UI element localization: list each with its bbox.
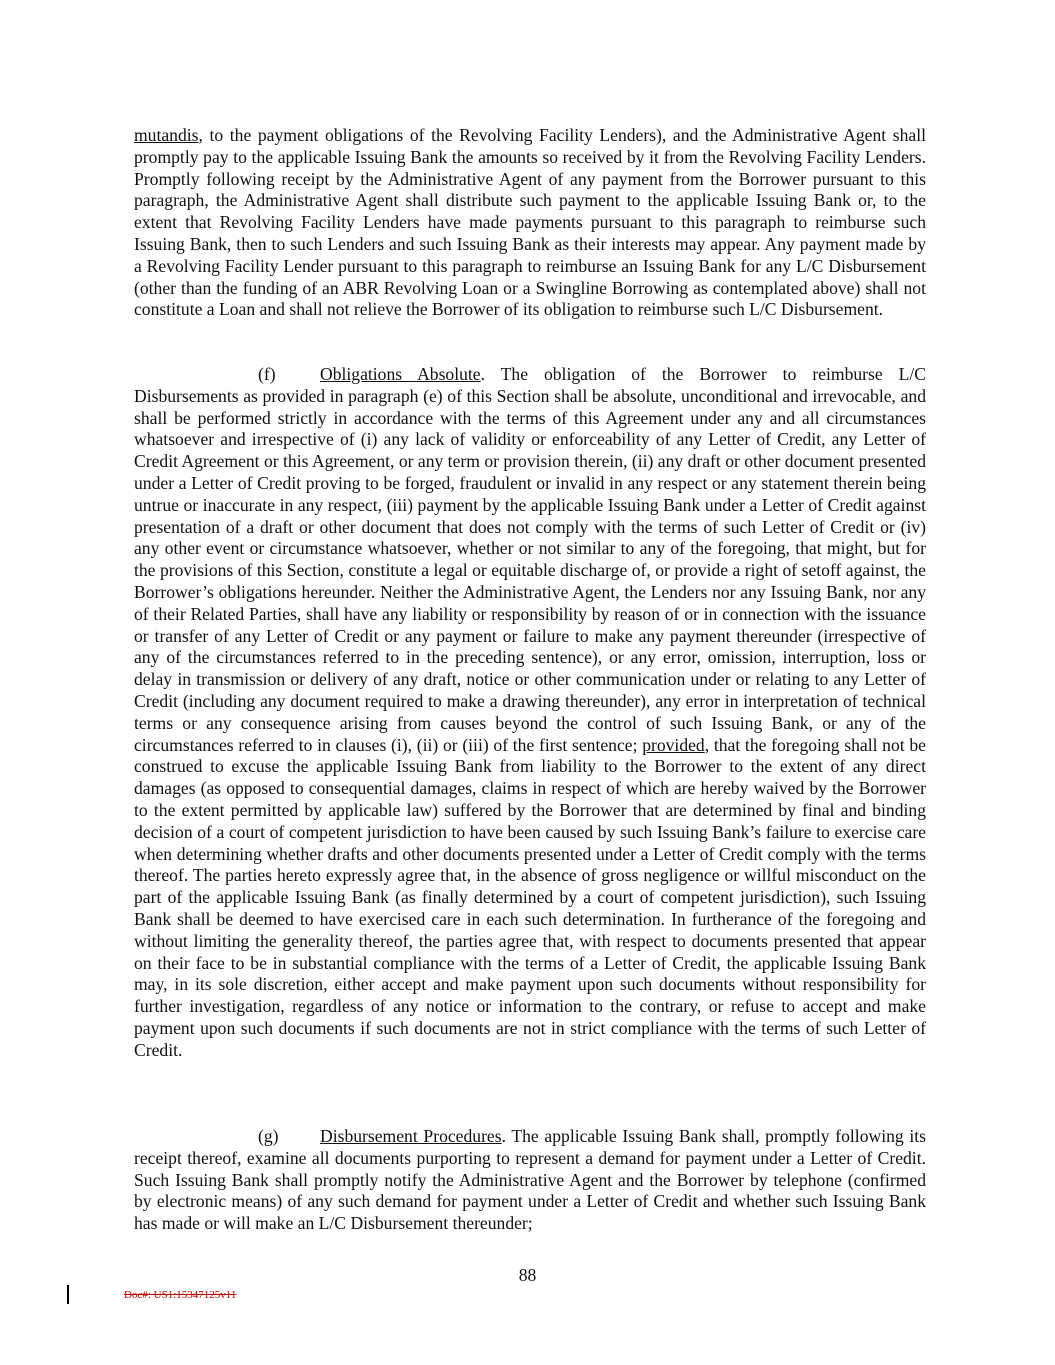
section-heading: Obligations Absolute <box>320 364 481 384</box>
paragraph-number: (f) <box>258 364 276 384</box>
latin-term: mutandis <box>134 125 199 145</box>
paragraph-continuation <box>134 125 926 321</box>
paragraph-text: . The obligation of the Borrower to reimburse L/C Disbursements as provided in paragraph (e) of this Section shall be absolute, unconditional and irrevocable, and shall be performed strictly in accordance with the terms of this Agreement under any and all circumstances whatsoever and irrespective of (i) any lack of validity or enforceability of any Letter of Credit, any Letter of Credit Agreement or this Agreement, or any term or provision therein, (ii) any draft or other document presented under a Letter of Credit proving to be forged, fraudulent or invalid in any respect or any statement therein being untrue or inaccurate in any respect, (iii) payment by the applicable Issuing Bank under a Letter of Credit against presentation of a draft or other document that does not comply with the terms of such Letter of Credit or (iv) any other event or circumstance whatsoever, whether or not similar to any of the foregoing, that might, but for the provisions of this Section, constitute a legal or equitable discharge of, or provide a right of setoff against, the Borrower’s obligations hereunder. Neither the Administrative Agent, the Lenders nor any Issuing Bank, nor any of their Related Parties, shall have any liability or responsibility by reason of or in connection with the issuance or transfer of any Letter of Credit or any payment or failure to make any payment thereunder (irrespective of any of the circumstances referred to in the preceding sentence), or any error, omission, interruption, loss or delay in transmission or delivery of any draft, notice or other communication under or relating to any Letter of Credit (including any document required to make a drawing thereunder), any error in interpretation of technical terms or any consequence arising from causes beyond the control of such Issuing Bank, or any of the circumstances referred to in clauses (i), (ii) or (iii) of the first sentence; <box>134 364 926 755</box>
revision-change-bar <box>67 1285 69 1304</box>
paragraph-g <box>134 1126 926 1235</box>
paragraph-number: (g) <box>258 1126 279 1146</box>
section-heading: Disbursement Procedures <box>320 1126 502 1146</box>
proviso-term: provided <box>642 734 705 755</box>
document-id: Doc#: US1:15347125v11 <box>124 1289 237 1301</box>
paragraph-text: , to the payment obligations of the Revolving Facility Lenders), and the Administrative Agent shall promptly pay to the applicable Issuing Bank the amounts so received by it from the Revolving Facility Lenders. Promptly following receipt by the Administrative Agent of any payment from the Borrower pursuant to this paragraph, the Administrative Agent shall distribute such payment to the applicable Issuing Bank or, to the extent that Revolving Facility Lenders have made payments pursuant to this paragraph to reimburse such Issuing Bank, then to such Lenders and such Issuing Bank as their interests may appear. Any payment made by a Revolving Facility Lender pursuant to this paragraph to reimburse an Issuing Bank for any L/C Disbursement (other than the funding of an ABR Revolving Loan or a Swingline Borrowing as contemplated above) shall not constitute a Loan and shall not relieve the Borrower of its obligation to reimburse such L/C Disbursement. <box>134 125 926 320</box>
paragraph-text: , that the foregoing shall not be construed to excuse the applicable Issuing Bank from liability to the Borrower to the extent of any direct damages (as opposed to consequential damages, claims in respect of which are hereby waived by the Borrower to the extent permitted by applicable law) suffered by the Borrower that are determined by final and binding decision of a court of competent jurisdiction to have been caused by such Issuing Bank’s failure to exercise care when determining whether drafts and other documents presented under a Letter of Credit comply with the terms thereof. The parties hereto expressly agree that, in the absence of gross negligence or willful misconduct on the part of the applicable Issuing Bank (as finally determined by a court of competent jurisdiction), such Issuing Bank shall be deemed to have exercised care in each such determination. In furtherance of the foregoing and without limiting the generality thereof, the parties agree that, with respect to documents presented that appear on their face to be in substantial compliance with the terms of a Letter of Credit, the applicable Issuing Bank may, in its sole discretion, either accept and make payment upon such documents without responsibility for further investigation, regardless of any notice or information to the contrary, or refuse to accept and make payment upon such documents if such documents are not in strict compliance with the terms of such Letter of Credit. <box>134 734 926 1060</box>
paragraph-text: . The applicable Issuing Bank shall, promptly following its receipt thereof, examine all documents purporting to represent a demand for payment under a Letter of Credit. Such Issuing Bank shall promptly notify the Administrative Agent and the Borrower by telephone (confirmed by electronic means) of any such demand for payment under a Letter of Credit and whether such Issuing Bank has made or will make an L/C Disbursement thereunder; <box>134 1126 926 1234</box>
paragraph-f <box>134 364 926 1062</box>
page-number: 88 <box>518 1265 537 1285</box>
